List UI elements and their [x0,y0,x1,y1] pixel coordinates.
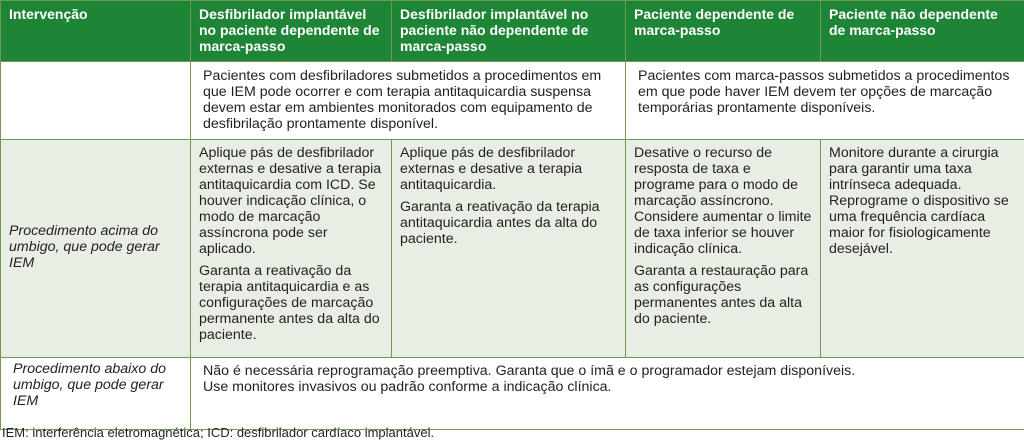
cell-line: Use monitores invasivos ou padrão conforme a indicação clínica. [203,379,612,395]
cell-defib-dependent-above [191,140,392,358]
table-row [1,62,1024,140]
pacemaker-general-note: Pacientes com marca-passos submetidos a procedimentos em que pode haver IEM devem ter opções de marcação temporárias prontamente disponíveis. [626,62,1024,140]
cell-paragraph: Aplique pás de desfibrilador externas e desative a terapia antitaquicardia. [400,145,583,193]
table-row [1,358,1024,430]
cell-paragraph: Garanta a reativação da terapia antitaquicardia antes da alta do paciente. [400,199,600,247]
defibrillator-general-note: Pacientes com desfibriladores submetidos a procedimentos em que IEM pode ocorrer e com terapia antitaquicardia suspensa devem estar em ambientes monitorados com equipamento de desfibrilação prontamente disponível. [191,62,626,140]
header-intervention: Intervenção [1,1,191,62]
cell-paragraph: Garanta a restauração para as configurações permanentes antes da alta do paciente. [634,263,809,327]
cell-pacemaker-dependent-above [626,140,821,358]
header-pacemaker-not-dependent: Paciente não dependente de marca-passo [821,1,1024,62]
row-label-below-umbilicus: Procedimento abaixo do umbigo, que pode gerar IEM [1,358,191,430]
header-defib-dependent: Desfibrilador implantável no paciente dependente de marca-passo [191,1,392,62]
table-row [1,140,1024,358]
cell-paragraph: Monitore durante a cirurgia para garantir uma taxa intrínseca adequada. Reprograme o dispositivo se uma frequência cardíaca maior for fisiologicamente desejável. [829,145,1009,257]
empty-cell [1,62,191,140]
table-footnote: IEM: interferência eletromagnética; ICD: desfibrilador cardíaco implantável. [2,425,435,440]
table-header-row [1,1,1024,62]
cell-paragraph: Garanta a reativação da terapia antitaquicardia e as configurações de marcação permanente antes da alta do paciente. [199,263,380,343]
cell-below-umbilicus [191,358,1024,430]
cell-paragraph: Aplique pás de desfibrilador externas e desative a terapia antitaquicardia com ICD. Se houver indicação clínica, o modo de marcação assíncrona pode ser aplicado. [199,145,382,257]
cell-defib-not-dependent-above [392,140,626,358]
cell-line: Não é necessária reprogramação preemptiva. Garanta que o ímã e o programador estejam disponíveis. [203,363,856,379]
row-label-above-umbilicus: Procedimento acima do umbigo, que pode gerar IEM [1,140,191,358]
cell-pacemaker-not-dependent-above [821,140,1024,358]
header-defib-not-dependent: Desfibrilador implantável no paciente não dependente de marca-passo [392,1,626,62]
cell-paragraph: Desative o recurso de resposta de taxa e programe para o modo de marcação assíncrono. Considere aumentar o limite de taxa inferior se houver indicação clínica. [634,145,812,257]
header-pacemaker-dependent: Paciente dependente de marca-passo [626,1,821,62]
